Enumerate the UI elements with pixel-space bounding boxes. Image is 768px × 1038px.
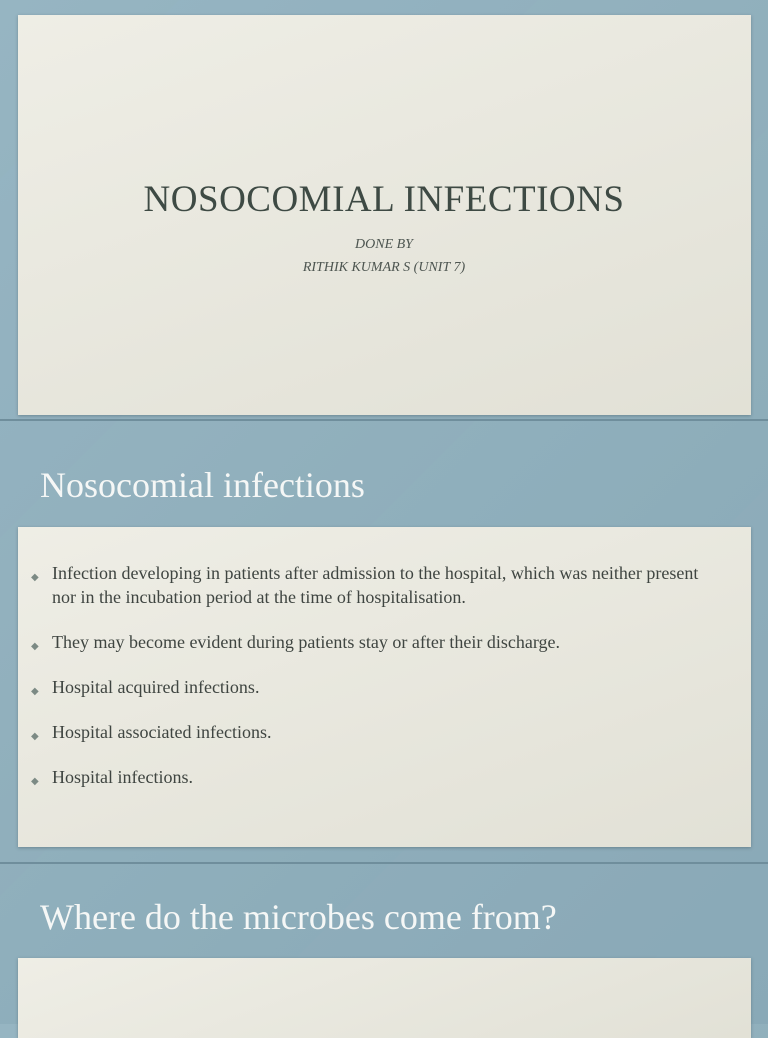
bullet-text: They may become evident during patients stay or after their discharge.	[52, 632, 560, 652]
bullet-text: Hospital associated infections.	[52, 722, 272, 742]
slide-heading: Where do the microbes come from?	[40, 897, 557, 937]
presentation-title: NOSOCOMIAL INFECTIONS	[143, 179, 625, 220]
diamond-bullet-icon: ◆	[31, 572, 39, 583]
bullet-item	[30, 630, 720, 654]
slide-content-paper	[18, 958, 751, 1038]
slide-divider	[0, 419, 768, 421]
bullet-list	[30, 561, 720, 810]
diamond-bullet-icon: ◆	[31, 686, 39, 697]
slide-title	[0, 0, 768, 420]
bullet-item	[30, 675, 720, 699]
bullet-text: Hospital infections.	[52, 767, 193, 787]
bullet-text: Infection developing in patients after admission to the hospital, which was neither present nor in the incubation period at the time of hospitalisation.	[52, 563, 699, 607]
slide-divider	[0, 862, 768, 864]
bullet-item	[30, 561, 720, 609]
subtitle-author: RITHIK KUMAR S (UNIT 7)	[302, 260, 466, 275]
slide-microbes-source	[0, 866, 768, 1024]
bullet-item	[30, 720, 720, 744]
bullet-text: Hospital acquired infections.	[52, 677, 260, 697]
bullet-item	[30, 765, 720, 789]
diamond-bullet-icon: ◆	[31, 641, 39, 652]
slide-nosocomial-infections	[0, 432, 768, 862]
subtitle-done-by: DONE BY	[355, 237, 413, 252]
slide-heading: Nosocomial infections	[40, 465, 365, 505]
diamond-bullet-icon: ◆	[31, 731, 39, 742]
diamond-bullet-icon: ◆	[31, 776, 39, 787]
